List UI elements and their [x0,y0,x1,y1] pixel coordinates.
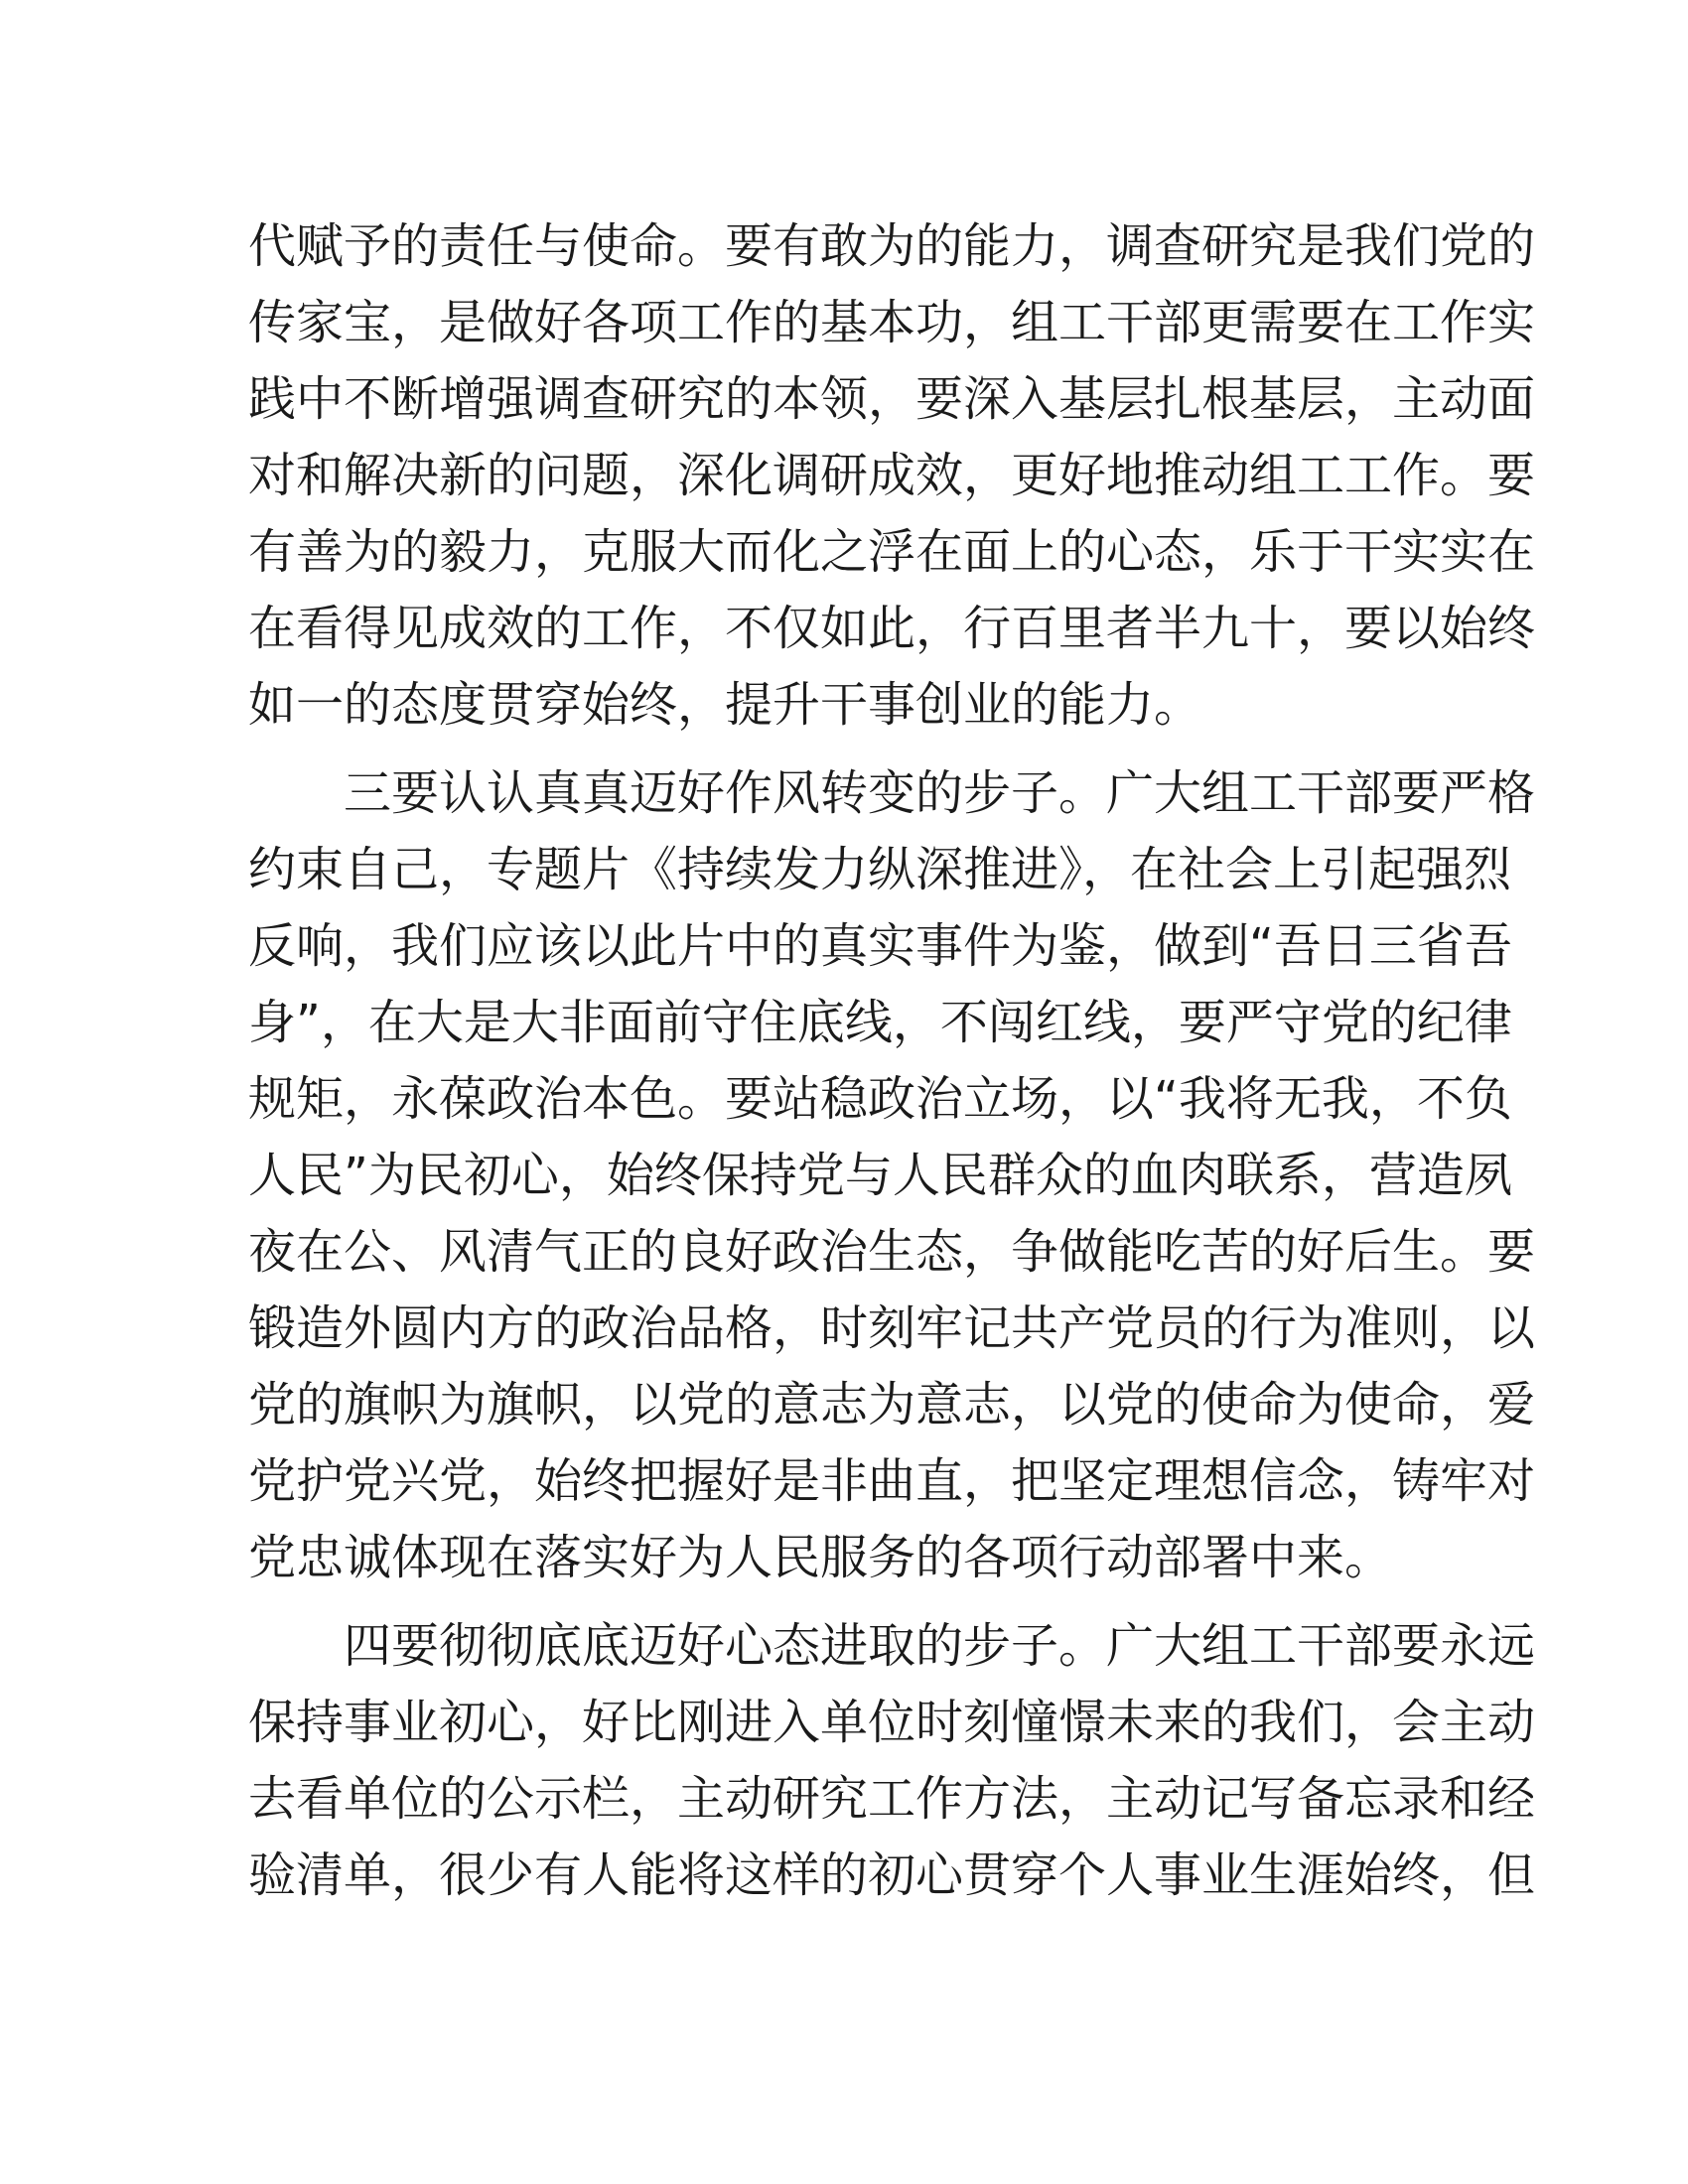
text-line: 验清单，很少有人能将这样的初心贯穿个人事业生涯始终，但 [248,1847,1536,1903]
text-line: 对和解决新的问题，深化调研成效，更好地推动组工工作。要 [248,448,1536,503]
text-line: 规矩，永葆政治本色。要站稳政治立场，以“我将无我，不负 [248,1071,1512,1127]
paragraph-three [248,755,1536,1596]
paragraph-continuation [248,208,1536,744]
text-line: 约束自己，专题片《持续发力纵深推进》，在社会上引起强烈 [248,842,1512,897]
text-line: 保持事业初心，好比刚进入单位时刻憧憬未来的我们，会主动 [248,1695,1536,1750]
text-line: 党护党兴党，始终把握好是非曲直，把坚定理想信念，铸牢对 [248,1453,1536,1509]
text-line: 反响，我们应该以此片中的真实事件为鉴，做到“吾日三省吾 [248,918,1512,974]
text-line: 身”，在大是大非面前守住底线，不闯红线，要严守党的纪律 [248,995,1512,1050]
text-line: 夜在公、风清气正的良好政治生态，争做能吃苦的好后生。要 [248,1224,1536,1280]
text-line: 三要认认真真迈好作风转变的步子。广大组工干部要严格 [248,765,1536,821]
text-line: 如一的态度贯穿始终，提升干事创业的能力。 [248,677,1202,733]
text-line: 践中不断增强调查研究的本领，要深入基层扎根基层，主动面 [248,371,1536,427]
text-line: 去看单位的公示栏，主动研究工作方法，主动记写备忘录和经 [248,1771,1536,1827]
text-line: 在看得见成效的工作，不仅如此，行百里者半九十，要以始终 [248,601,1536,656]
paragraph-four [248,1608,1536,1914]
text-line: 锻造外圆内方的政治品格，时刻牢记共产党员的行为准则，以 [248,1300,1536,1356]
body-text [248,208,1536,1914]
text-line: 代赋予的责任与使命。要有敢为的能力，调查研究是我们党的 [248,218,1536,274]
text-line: 有善为的毅力，克服大而化之浮在面上的心态，乐于干实实在 [248,524,1536,580]
text-line: 传家宝，是做好各项工作的基本功，组工干部更需要在工作实 [248,295,1536,350]
text-line: 人民”为民初心，始终保持党与人民群众的血肉联系，营造夙 [248,1148,1512,1203]
text-line: 四要彻彻底底迈好心态进取的步子。广大组工干部要永远 [248,1618,1536,1674]
text-line: 党的旗帜为旗帜，以党的意志为意志，以党的使命为使命，爱 [248,1377,1536,1433]
text-line: 党忠诚体现在落实好为人民服务的各项行动部署中来。 [248,1530,1393,1585]
